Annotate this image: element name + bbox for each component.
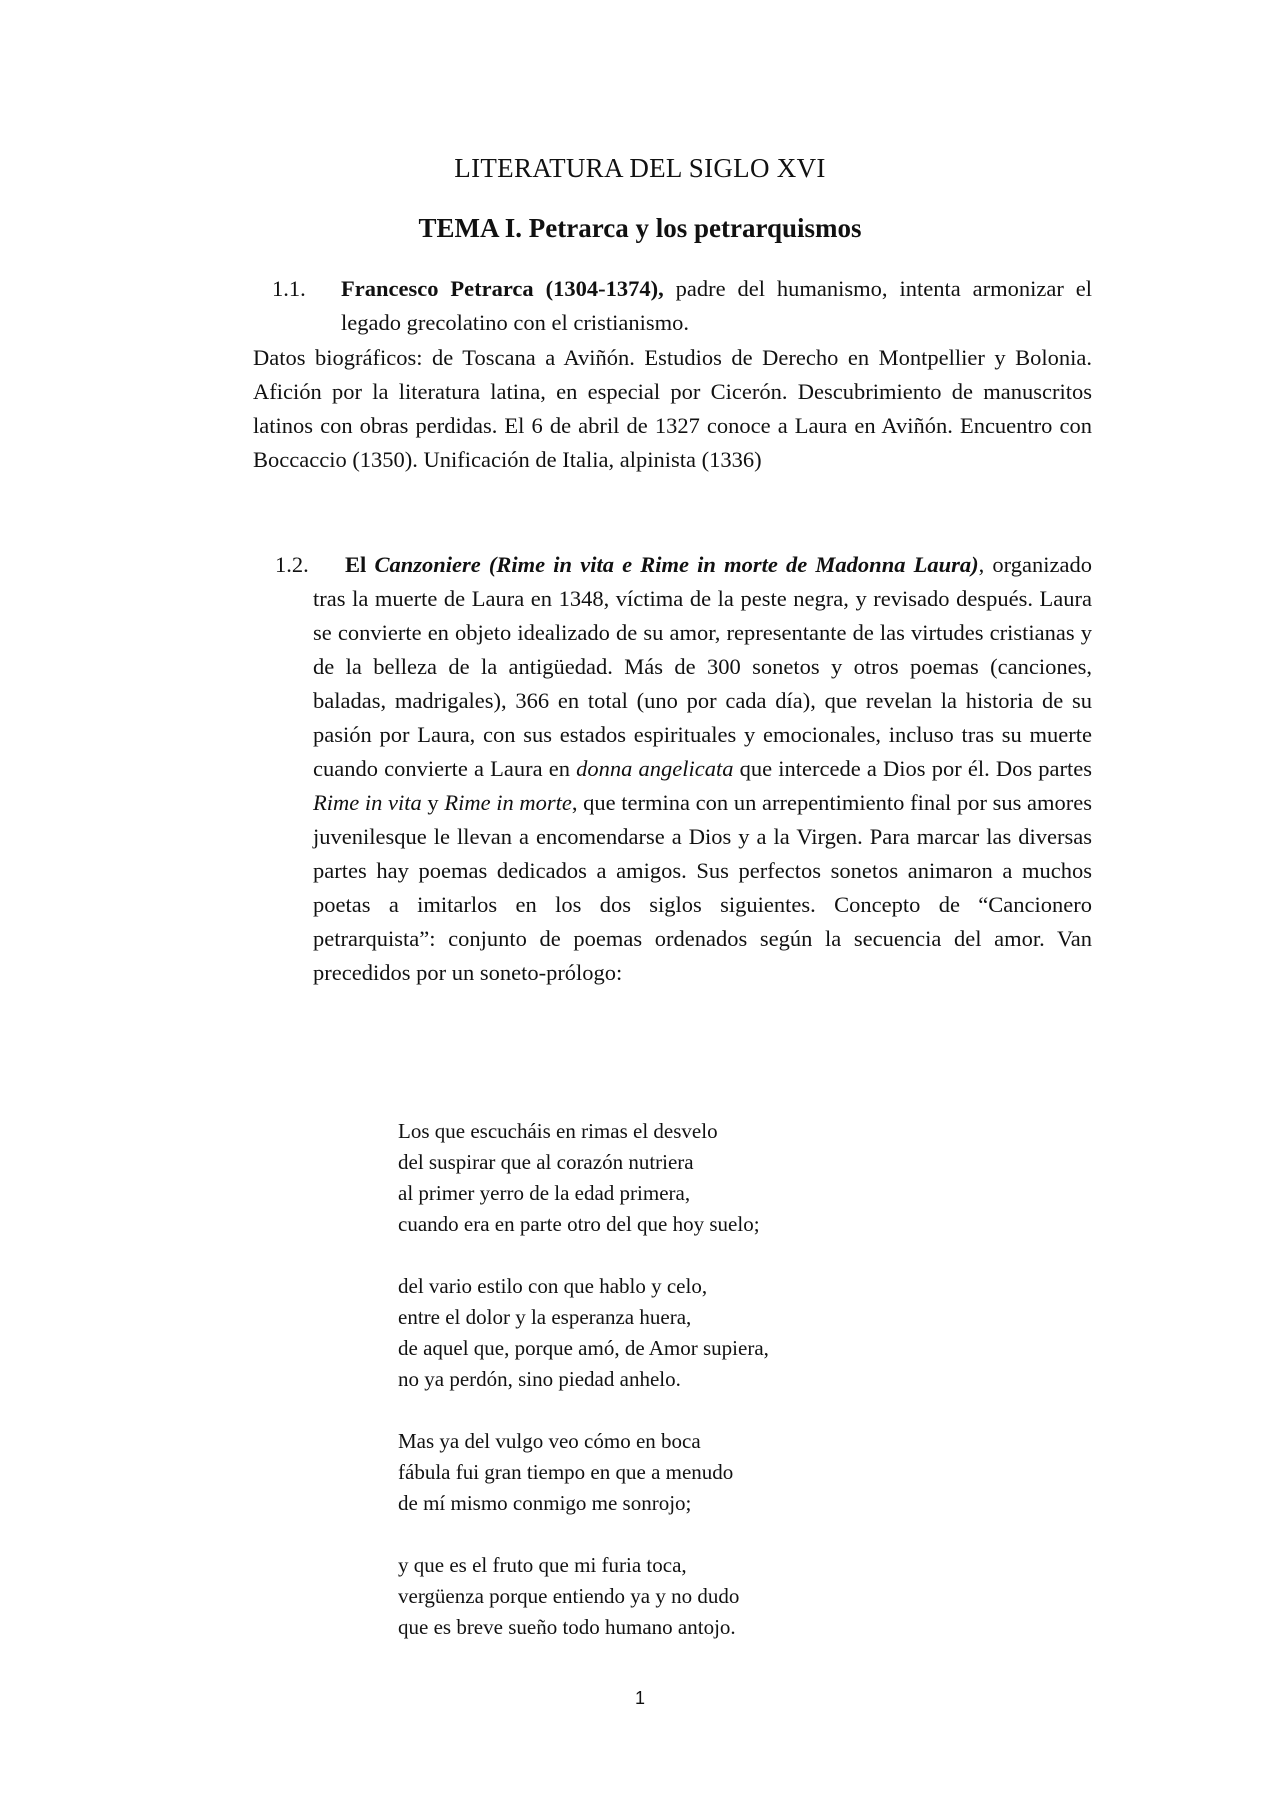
section-1-2-text-4: , que termina con un arrepentimiento final por sus amores juvenilesque le llevan a encomendarse a Dios y a la Virgen. Para marcar las diversas partes hay poemas dedicados a amigos. Sus perfectos sonetos animaron a muchos poetas a imitarlos en los dos siglos siguientes. Concepto de “Cancionero petrarquista”: conjunto de poemas ordenados según la secuencia del amor. Van precedidos por un soneto-prólogo: bbox=[313, 790, 1092, 985]
donna-angelicata: donna angelicata bbox=[576, 756, 734, 781]
rime-in-morte: Rime in morte bbox=[444, 790, 572, 815]
section-1-1-text: padre del humanismo, intenta armonizar el legado grecolatino con el cristianismo. bbox=[341, 276, 1092, 335]
rime-in-vita: Rime in vita bbox=[313, 790, 422, 815]
section-1-2-text-2: que intercede a Dios por él. Dos partes bbox=[733, 756, 1092, 781]
biography-paragraph: Datos biográficos: de Toscana a Aviñón. Estudios de Derecho en Montpellier y Bolonia. Afición por la literatura latina, en especial por Cicerón. Descubrimiento de manuscritos latinos con obras perdidas. El 6 de abril de 1327 conoce a Laura en Aviñón. Encuentro con Boccaccio (1350). Unificación de Italia, alpinista (1336) bbox=[253, 345, 1092, 472]
poem-verse: de mí mismo conmigo me sonrojo; bbox=[398, 1491, 692, 1515]
document-title: LITERATURA DEL SIGLO XVI bbox=[454, 153, 826, 183]
poem-verse: no ya perdón, sino piedad anhelo. bbox=[398, 1367, 681, 1391]
poem-verse: vergüenza porque entiendo ya y no dudo bbox=[398, 1584, 740, 1608]
section-1-2-text-1: , organizado tras la muerte de Laura en 1348, víctima de la peste negra, y revisado después. Laura se convierte en objeto idealizado de su amor, representante de las virtudes cristianas y de la belleza de la antigüedad. Más de 300 sonetos y otros poemas (canciones, baladas, madrigales), 366 en total (uno por cada día), que revelan la historia de su pasión por Laura, con sus estados espirituales y emocionales, incluso tras su muerte cuando convierte a Laura en bbox=[313, 552, 1092, 781]
section-1-1 bbox=[272, 272, 1092, 340]
section-1-1-heading: Francesco Petrarca (1304-1374), bbox=[341, 276, 664, 301]
poem-verse: cuando era en parte otro del que hoy suelo; bbox=[398, 1212, 760, 1236]
poem-verse: de aquel que, porque amó, de Amor supiera, bbox=[398, 1336, 769, 1360]
poem-verse: entre el dolor y la esperanza huera, bbox=[398, 1305, 692, 1329]
poem-verse: y que es el fruto que mi furia toca, bbox=[398, 1553, 687, 1577]
poem-verse: del vario estilo con que hablo y celo, bbox=[398, 1274, 708, 1298]
poem-verse: Los que escucháis en rimas el desvelo bbox=[398, 1119, 718, 1143]
poem-verse: Mas ya del vulgo veo cómo en boca bbox=[398, 1429, 701, 1453]
poem-stanza bbox=[398, 1271, 769, 1395]
poem-stanza bbox=[398, 1550, 769, 1643]
section-1-1-number: 1.1. bbox=[272, 276, 306, 301]
section-1-2 bbox=[275, 548, 1092, 990]
document-subtitle: TEMA I. Petrarca y los petrarquismos bbox=[418, 213, 862, 243]
poem-verse: al primer yerro de la edad primera, bbox=[398, 1181, 691, 1205]
section-1-2-lead: El bbox=[345, 552, 375, 577]
poem-stanza bbox=[398, 1116, 769, 1240]
section-1-2-number: 1.2. bbox=[275, 552, 309, 577]
sonnet-prologue bbox=[398, 1116, 769, 1674]
canzoniere-title: Canzoniere (Rime in vita e Rime in morte de Madonna Laura) bbox=[374, 552, 979, 577]
poem-verse: del suspirar que al corazón nutriera bbox=[398, 1150, 694, 1174]
poem-verse: que es breve sueño todo humano antojo. bbox=[398, 1615, 736, 1639]
section-1-2-text-3: y bbox=[421, 790, 445, 815]
poem-stanza bbox=[398, 1426, 769, 1519]
poem-verse: fábula fui gran tiempo en que a menudo bbox=[398, 1460, 734, 1484]
page-number: 1 bbox=[634, 1688, 645, 1708]
